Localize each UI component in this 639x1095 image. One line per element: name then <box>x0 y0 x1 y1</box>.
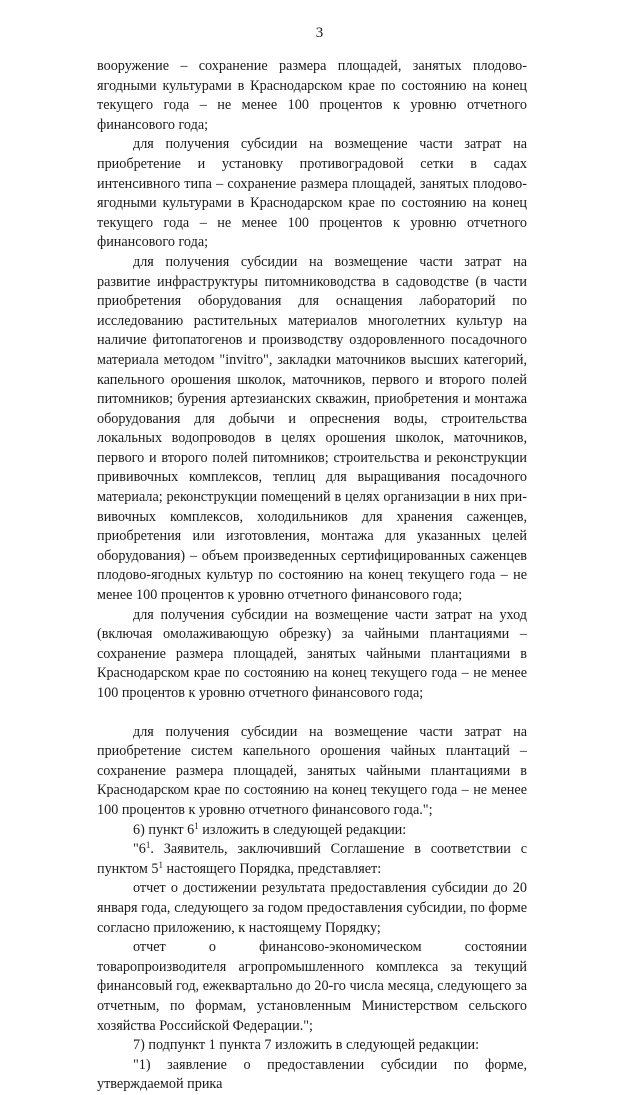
item-7-heading: 7) подпункт 1 пункта 7 изложить в следующей редакции: <box>133 1037 480 1054</box>
quote-6-open: "6 <box>133 841 146 858</box>
paragraph-result-report: отчет о достижении результата предоставления субсидии до 20 января года, следующего за годом предоставления субсидии, по форме согласно приложению, к настоящему Порядку; <box>97 880 527 936</box>
item-6-heading <box>97 821 527 841</box>
quote-7-paragraph: "1) заявление о предоставлении субсидии по форме, утверждаемой прика <box>97 1056 527 1093</box>
item-6-prefix: 6) пункт 6 <box>133 821 195 838</box>
quote-6-superscript-1: 1 <box>145 840 151 851</box>
item-6-suffix: изложить в следующей редакции: <box>198 821 407 838</box>
item-6-superscript: 1 <box>194 820 199 831</box>
paragraph-tea-irrigation-subsidy: для получения субсидии на возмещение части затрат на приобретение систем капельного орошения чайных плантаций – сохранение размера площадей, занятых чайными плантациями в Краснодарском крае по состоянию на конец текущего года – не менее 100 процентов к уровню отчетного финансового года."; <box>97 723 527 818</box>
quote-6-paragraph <box>97 840 527 879</box>
quote-6-superscript-2: 1 <box>158 859 163 870</box>
paragraph-armament-continuation: вооружение – сохранение размера площадей, занятых плодово-ягодными культурами в Краснодарском крае по состоянию на конец текущего года – не менее 100 процентов к уровню отчетного финансового года; <box>97 58 527 133</box>
paragraph-financial-report: отчет о финансово-экономическом состоянии товаропроизводителя агропромышленного комплекса за текущий финансовый год, ежеквартально до 20-го числа месяца, следующего за отчетным, по формам, установленным Министерством сельского хозяйства Российской Федерации."; <box>97 939 527 1034</box>
paragraph-nursery-infrastructure-subsidy: для получения субсидии на возмещение части затрат на развитие инфраструктуры питомниководства в садоводстве (в части приобретения оборудования для оснащения лабораторий по исследованию растительных материалов многолетних культур на наличие фитопатогенов и производству оздоровленного посадочного материала методом "invitro", закладки маточников высших категорий, капельного орошения школок, маточников, первого и второго полей питомников; бурения артезианских скважин, приобретения и монтажа оборудования для добычи и опреснения воды, строительства локальных водопроводов в целях орошения школок, маточников, первого и второго полей питомников; строительства и реконструкции прививочных комплексов, теплиц для выращивания посадочного материала; реконструкции помещений в целях организации в них прививочных комплексов, холодильников для хранения саженцев, приобретения или изготовления, монтажа для указанных целей оборудования) – объем произведенных сертифицированных саженцев плодово-ягодных культур по состоянию на конец текущего года – не менее 100 процентов к уровню отчетного финансового года; <box>97 253 527 604</box>
document-body <box>97 57 527 1095</box>
quote-6-end: настоящего Порядка, представляет: <box>162 860 382 877</box>
paragraph-tea-care-subsidy: для получения субсидии на возмещение части затрат на уход (включая омолаживающую обрезку) за чайными плантациями – сохранение размера площадей, занятых чайными плантациями в Краснодарском крае по состоянию на конец текущего года – не менее 100 процентов к уровню отчетного финансового года; <box>97 606 527 701</box>
paragraph-hail-net-subsidy: для получения субсидии на возмещение части затрат на приобретение и установку противоградовой сетки в садах интенсивного типа – сохранение размера площадей, занятых плодово-ягодными культурами в Краснодарском крае по состоянию на конец текущего года – не менее 100 процентов к уровню отчетного финансового года; <box>97 136 527 251</box>
page-number: 3 <box>315 25 324 41</box>
quote-6-middle: . Заявитель, заключивший Соглашение в соответствии с пунктом 5 <box>97 841 527 877</box>
